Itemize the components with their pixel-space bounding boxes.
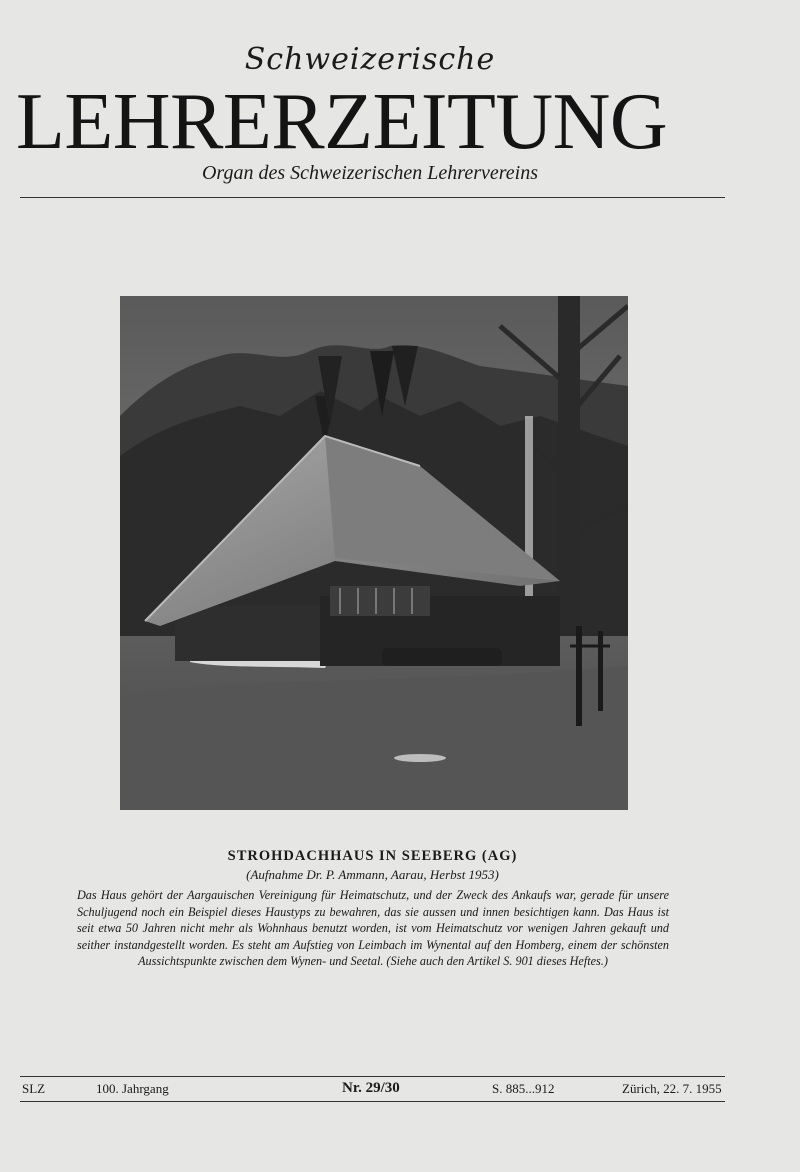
masthead-title: LEHRERZEITUNG (16, 78, 668, 166)
footer-divider-top (20, 1076, 725, 1077)
cover-photo (120, 296, 628, 810)
footer-volume: 100. Jahrgang (96, 1081, 169, 1096)
footer-issue: Nr. 29/30 (342, 1080, 400, 1096)
caption-title: STROHDACHHAUS IN SEEBERG (AG) (227, 848, 518, 864)
footer-abbr: SLZ (22, 1081, 46, 1096)
footer-pages: S. 885...912 (492, 1081, 555, 1096)
masthead-kicker: Schweizerische (244, 42, 496, 77)
masthead-divider (20, 197, 725, 198)
thatched-farmhouse-photo (120, 296, 628, 810)
masthead-subtitle: Organ des Schweizerischen Lehrervereins (201, 162, 539, 184)
caption-credit: (Aufnahme Dr. P. Ammann, Aarau, Herbst 1953) (246, 867, 499, 882)
footer-place-date: Zürich, 22. 7. 1955 (622, 1081, 722, 1096)
footer-divider-bottom (20, 1101, 725, 1102)
caption-body: Das Haus gehört der Aargauischen Vereinigung für Heimatschutz, und der Zweck des Ankaufs war, gerade für unsere Schuljugend noch ein Beispiel dieses Haustyps zu bewahren, das sie aussen und innen besichtigen kann. Das Haus ist seit etwa 50 Jahren nicht mehr als Wohnhaus benutzt worden, ist vom Heimatschutz vor wenigen Jahren gekauft und seither instandgestellt worden. Es steht am Aufstieg von Leimbach im Wynental auf den Homberg, einem der schönsten Aussichtspunkte zwischen dem Wynen- und Seetal. (Siehe auch den Artikel S. 901 dieses Heftes.) (77, 888, 669, 969)
